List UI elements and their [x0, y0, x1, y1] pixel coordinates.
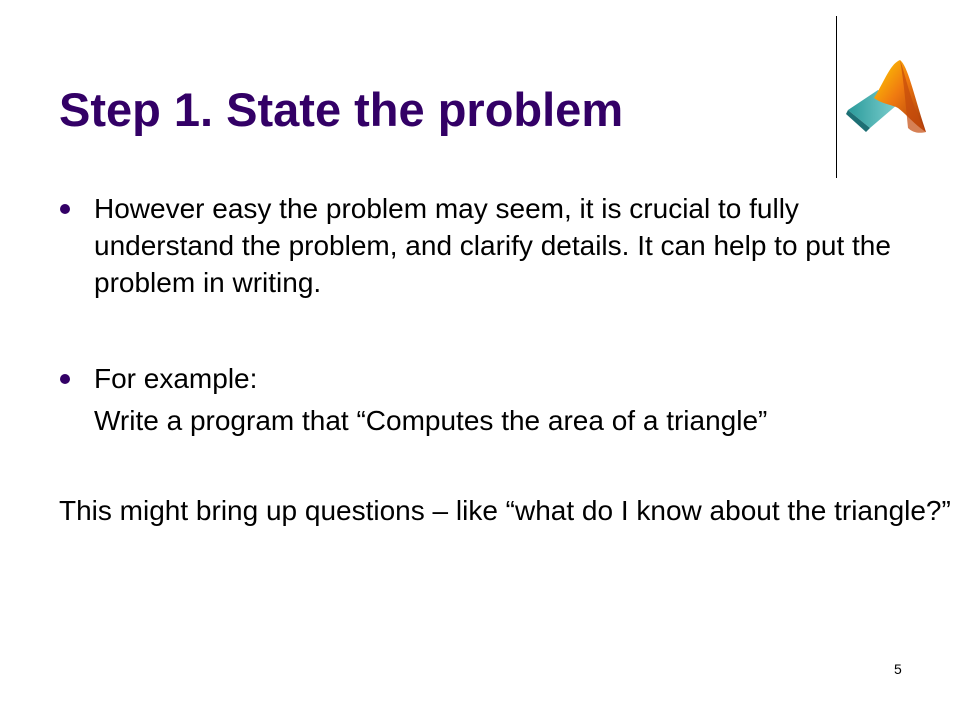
questions-paragraph: This might bring up questions – like “what do I know about the triangle?”	[59, 495, 951, 526]
example-line: Write a program that “Computes the area of a triangle”	[94, 405, 768, 436]
title-divider-line	[836, 16, 837, 178]
bullet-text-1: However easy the problem may seem, it is crucial to fully understand the problem, and clarify details. It can help to put the problem in writing.	[94, 193, 891, 298]
slide-title: Step 1. State the problem	[59, 83, 624, 136]
bullet-item-1	[60, 190, 920, 305]
bullet-text-2: For example:	[94, 363, 258, 394]
page-number: 5	[894, 661, 902, 677]
matlab-membrane-logo-icon	[840, 52, 940, 148]
bullet-item-2	[60, 360, 920, 400]
bullet-dot	[60, 374, 70, 384]
bullet-dot	[60, 204, 70, 214]
